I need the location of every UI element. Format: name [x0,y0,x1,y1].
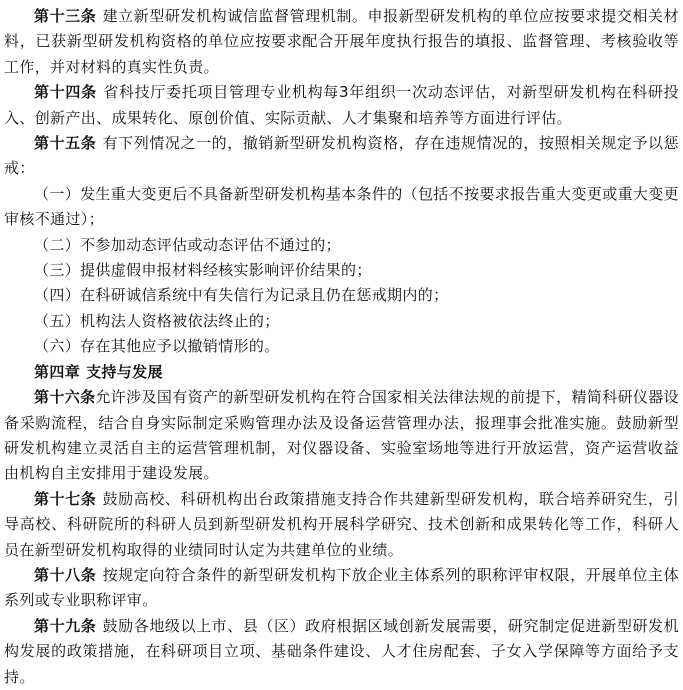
article-18 [4,563,679,614]
chapter-label: 第四章 [34,362,81,381]
article-13 [4,4,679,80]
list-item: （三）提供虚假申报材料经核实影响评价结果的； [34,261,372,280]
chapter-title: 支持与发展 [86,362,163,381]
article-label: 第十六条 [34,388,96,407]
list-item: （五）机构法人资格被依法终止的； [34,311,280,330]
article-label: 第十八条 [34,565,97,584]
list-item: （六）存在其他应予以撤销情形的。 [34,337,280,356]
article-label: 第十七条 [34,489,97,508]
article-17 [4,487,679,563]
article-19 [4,614,679,690]
article-15 [4,131,679,182]
article-label: 第十三条 [34,7,97,25]
article-text: 有下列情况之一的，撤销新型研发机构资格，存在违规情况的，按照相关规定予以惩戒： [4,134,679,178]
list-item: （二）不参加动态评估或动态评估不通过的； [34,235,342,254]
article-text: 鼓励各地级以上市、县（区）政府根据区域创新发展需要，研究制定促进新型研发机构发展的政策措施，在科研项目立项、基础条件建设、人才住房配套、子女入学保障等方面给予支持。 [4,616,679,686]
article-14 [4,80,679,131]
article-text: 鼓励高校、科研机构出台政策措施支持合作共建新型研发机构，联合培养研究生，引导高校、科研院所的科研人员到新型研发机构开展科学研究、技术创新和成果转化等工作，科研人员在新型研发机构取得的业绩同时认定为共建单位的业绩。 [4,489,679,559]
article-text: 允许涉及国有资产的新型研发机构在符合国家相关法律法规的前提下，精简科研仪器设备采购流程，结合自身实际制定采购管理办法及设备运营管理办法，报理事会批准实施。鼓励新型研发机构建立灵活自主的运营管理机制，对仪器设备、实验室场地等进行开放运营，资产运营收益由机构自主安排用于建设发展。 [4,388,679,483]
article-text: 按规定向符合条件的新型研发机构下放企业主体系列的职称评审权限，开展单位主体系列或专业职称评审。 [4,565,679,610]
article-text: 建立新型研发机构诚信监督管理机制。申报新型研发机构的单位应按要求提交相关材料，已获新型研发机构资格的单位应按要求配合开展年度执行报告的填报、监督管理、考核验收等工作，并对材料的真实性负责。 [4,7,679,76]
article-label: 第十四条 [34,83,97,102]
article-text: 省科技厅委托项目管理专业机构每3年组织一次动态评估，对新型研发机构在科研投入、创新产出、成果转化、原创价值、实际贡献、人才集聚和培养等方面进行评估。 [4,83,679,127]
chapter-heading [4,360,679,385]
article-label: 第十九条 [34,616,97,635]
article-label: 第十五条 [34,134,97,153]
list-item: （四）在科研诚信系统中有失信行为记录且仍在惩戒期内的； [34,286,449,305]
article-16 [4,385,679,487]
list-item: （一）发生重大变更后不具备新型研发机构基本条件的（包括不按要求报告重大变更或重大变更审核不通过）； [4,184,679,229]
